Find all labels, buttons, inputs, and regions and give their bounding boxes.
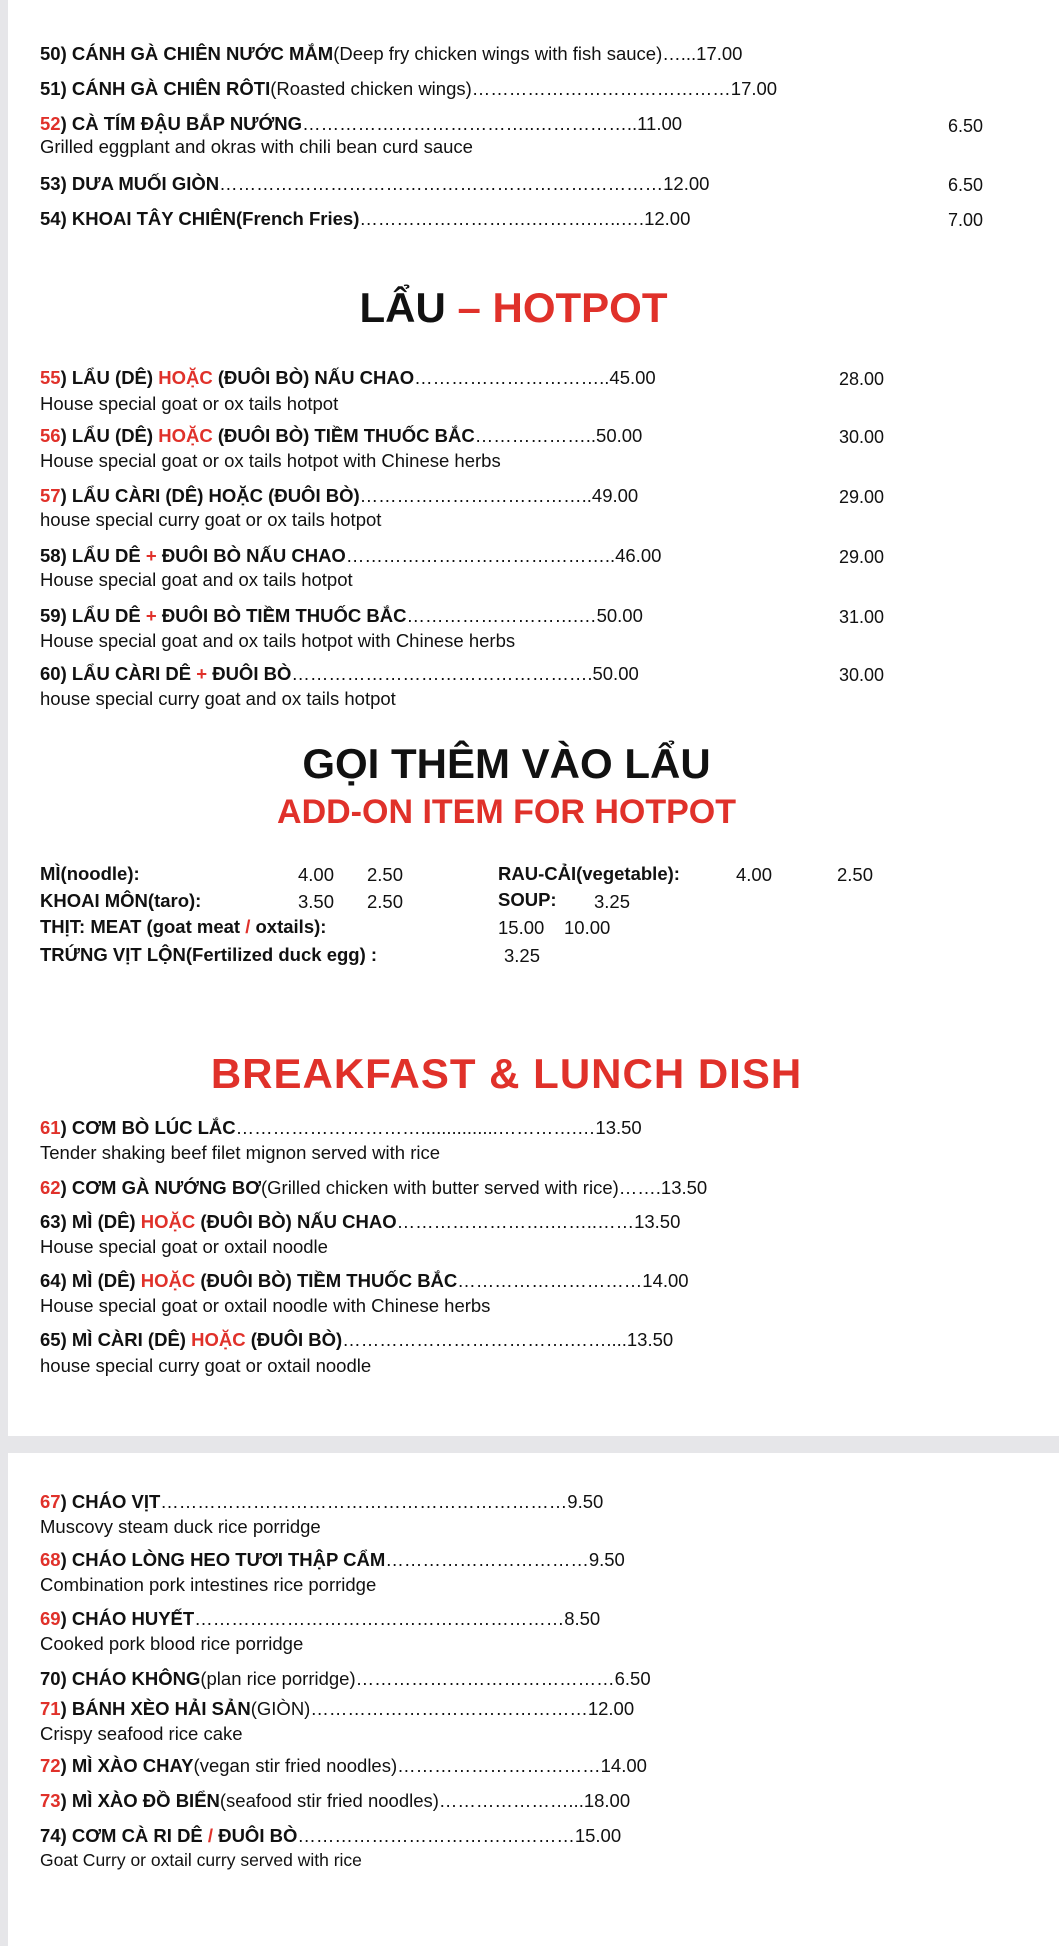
- item-title: ) CHÁO HUYẾT: [60, 1608, 195, 1629]
- dot-leader: ………………………………..: [359, 485, 592, 506]
- item-title-highlight: +: [196, 663, 208, 684]
- item-price: 17.00: [696, 43, 743, 64]
- menu-item-53: [40, 173, 709, 195]
- item-title: ) BÁNH XÈO HẢI SẢN: [60, 1698, 251, 1719]
- dot-leader: ……………………………: [385, 1549, 589, 1570]
- dot-leader: ……………………………………: [471, 78, 731, 99]
- item-title-highlight: HOẶC: [158, 425, 213, 446]
- item-price-small: 29.00: [839, 487, 885, 507]
- menu-item-57: [40, 485, 638, 507]
- item-price-small: 31.00: [839, 607, 885, 627]
- item-price-small: 30.00: [839, 665, 885, 685]
- item-title: (ĐUÔI BÒ) NẤU CHAO: [212, 367, 415, 388]
- item-price: 9.50: [567, 1491, 604, 1512]
- addon-taro-price-small: 2.50: [367, 891, 404, 912]
- item-price-small: 29.00: [839, 547, 885, 567]
- item-price: 18.00: [583, 1790, 631, 1811]
- dot-leader: ………………………………………: [310, 1698, 588, 1719]
- item-description: House special goat and ox tails hotpot with Chinese herbs: [40, 630, 516, 651]
- item-price-small: 7.00: [948, 210, 984, 230]
- dot-leader: …………………………..: [414, 367, 610, 388]
- menu-item-51: [40, 78, 777, 100]
- menu-item-59: [40, 605, 643, 627]
- dot-leader: ………………………………………: [297, 1825, 575, 1846]
- item-title: 63) MÌ (DÊ): [40, 1211, 141, 1232]
- item-price: 9.50: [588, 1549, 625, 1570]
- item-price: 14.00: [642, 1270, 689, 1291]
- addon-meat-price-small: 10.00: [564, 917, 611, 938]
- heading-part: LẨU: [359, 284, 446, 331]
- item-title: 64) MÌ (DÊ): [40, 1270, 141, 1291]
- addon-meat-label-part: oxtails):: [250, 916, 327, 937]
- menu-page-1: [8, 0, 1059, 1436]
- menu-item-58: [40, 545, 661, 567]
- item-title: 74) CƠM CÀ RI DÊ: [40, 1825, 208, 1846]
- item-subtitle: (GIÒN): [250, 1698, 311, 1719]
- item-price: 50.00: [592, 663, 639, 684]
- item-price: 8.50: [564, 1608, 601, 1629]
- addon-noodle-label: MÌ(noodle):: [40, 863, 140, 884]
- section-heading-addon: GỌI THÊM VÀO LẨU: [302, 740, 711, 787]
- addon-soup-price: 3.25: [594, 891, 631, 912]
- item-description: house special curry goat or oxtail noodle: [40, 1355, 372, 1376]
- dot-leader: …………………………………………………………: [160, 1491, 568, 1512]
- item-price: 17.00: [730, 78, 778, 99]
- addon-meat-price: 15.00: [498, 917, 545, 938]
- item-price: 12.00: [644, 208, 691, 229]
- item-price: 6.50: [614, 1668, 651, 1689]
- item-title-highlight: HOẶC: [140, 1270, 196, 1291]
- item-description: Crispy seafood rice cake: [40, 1723, 243, 1744]
- item-title: ĐUÔI BÒ NẤU CHAO: [156, 545, 346, 566]
- item-price: 50.00: [596, 605, 643, 626]
- item-subtitle: (seafood stir fried noodles): [219, 1790, 439, 1811]
- dot-leader: ……………………………….……....: [342, 1329, 627, 1350]
- addon-meat-slash: /: [245, 916, 251, 937]
- item-description: Combination pork intestines rice porridge: [40, 1574, 377, 1595]
- item-description: house special curry goat and ox tails hotpot: [40, 688, 396, 709]
- menu-page-2: [8, 1453, 1059, 1946]
- item-title: ) CÀ TÍM ĐẬU BẮP NƯỚNG: [60, 113, 303, 134]
- dot-leader: ………………………………………………………………: [219, 173, 664, 194]
- addon-taro-price: 3.50: [298, 891, 335, 912]
- menu-item-65: [40, 1329, 673, 1351]
- menu-item-67: [40, 1491, 603, 1513]
- item-description: Tender shaking beef filet mignon served with rice: [40, 1142, 441, 1163]
- item-number: 71: [40, 1698, 61, 1719]
- item-description: House special goat and ox tails hotpot: [40, 569, 353, 590]
- item-number: 67: [40, 1491, 61, 1512]
- menu-item-68: [40, 1549, 625, 1571]
- addon-veg-label: RAU-CẢI(vegetable):: [498, 863, 680, 884]
- item-price: 45.00: [609, 367, 656, 388]
- item-description: House special goat or ox tails hotpot: [40, 393, 339, 414]
- item-price: 13.50: [626, 1329, 674, 1350]
- item-title: 65) MÌ CÀRI (DÊ): [40, 1329, 192, 1350]
- item-price-small: 28.00: [839, 369, 885, 389]
- item-title: 51) CÁNH GÀ CHIÊN RÔTI: [40, 78, 271, 99]
- item-title: 50) CÁNH GÀ CHIÊN NƯỚC MẮM: [40, 43, 334, 64]
- item-description: House special goat or oxtail noodle with Chinese herbs: [40, 1295, 491, 1316]
- heading-part-red: – HOTPOT: [445, 284, 668, 331]
- item-description: Goat Curry or oxtail curry served with rice: [40, 1850, 362, 1870]
- item-title: ĐUÔI BÒ TIỀM THUỐC BẮC: [156, 605, 407, 626]
- item-price: 50.00: [596, 425, 643, 446]
- menu-item-72: [40, 1755, 647, 1777]
- dot-leader: ………………………………………….: [291, 663, 593, 684]
- dot-leader: …………………….……..……: [396, 1211, 635, 1232]
- item-number: 55: [40, 367, 61, 388]
- dot-leader: …….: [618, 1177, 661, 1198]
- item-title-highlight: +: [145, 605, 157, 626]
- dot-leader: ………………………………..……………..: [302, 113, 638, 134]
- menu-item-50: [40, 43, 742, 65]
- menu-item-62: [40, 1177, 707, 1199]
- item-title: 60) LẨU CÀRI DÊ: [40, 663, 197, 684]
- item-description: house special curry goat or ox tails hotpot: [40, 509, 382, 530]
- item-title: (ĐUÔI BÒ) TIỀM THUỐC BẮC: [212, 425, 475, 446]
- addon-egg-price: 3.25: [504, 945, 541, 966]
- item-title: ) CHÁO LÒNG HEO TƯƠI THẬP CẨM: [60, 1549, 386, 1570]
- item-description: House special goat or oxtail noodle: [40, 1236, 328, 1257]
- dot-leader: ……………………….……….…..….: [359, 208, 645, 229]
- item-price-small: 6.50: [948, 116, 984, 136]
- item-title: 58) LẨU DÊ: [40, 545, 146, 566]
- item-description: Muscovy steam duck rice porridge: [40, 1516, 321, 1537]
- menu-item-64: [40, 1270, 689, 1292]
- item-price: 46.00: [615, 545, 662, 566]
- item-price: 11.00: [637, 113, 683, 134]
- section-heading-hotpot: [8, 284, 1059, 332]
- item-title-highlight: +: [145, 545, 157, 566]
- item-price: 12.00: [587, 1698, 635, 1719]
- item-title-highlight: /: [207, 1825, 214, 1846]
- addon-soup-label: SOUP:: [498, 889, 557, 910]
- addon-noodle-price: 4.00: [298, 864, 335, 885]
- item-subtitle: (Deep fry chicken wings with fish sauce): [333, 43, 663, 64]
- menu-item-56: [40, 425, 642, 447]
- addon-meat-label-part: THỊT: MEAT (goat meat: [40, 916, 246, 937]
- item-title-highlight: HOẶC: [158, 367, 213, 388]
- item-title-highlight: HOẶC: [140, 1211, 196, 1232]
- item-title: (ĐUÔI BÒ) TIỀM THUỐC BẮC: [195, 1270, 458, 1291]
- item-title: ) LẨU (DÊ): [60, 367, 159, 388]
- item-title-highlight: HOẶC: [191, 1329, 246, 1350]
- item-number: 61: [40, 1117, 61, 1138]
- item-number: 73: [40, 1790, 61, 1811]
- item-price: 13.50: [595, 1117, 642, 1138]
- item-subtitle: (Roasted chicken wings): [270, 78, 472, 99]
- item-number: 62: [40, 1177, 61, 1198]
- item-description: Grilled eggplant and okras with chili bean curd sauce: [40, 136, 473, 157]
- item-price: 14.00: [600, 1755, 647, 1776]
- item-price-small: 6.50: [948, 175, 984, 195]
- item-subtitle: (Grilled chicken with butter served with rice): [260, 1177, 619, 1198]
- item-price: 12.00: [663, 173, 710, 194]
- item-title: (ĐUÔI BÒ) NẤU CHAO: [195, 1211, 397, 1232]
- addon-veg-price: 4.00: [736, 864, 773, 885]
- item-title: ĐUÔI BÒ: [207, 663, 292, 684]
- item-title: 59) LẨU DÊ: [40, 605, 146, 626]
- dot-leader: …………………………: [457, 1270, 643, 1291]
- menu-item-55: [40, 367, 656, 389]
- item-number: 52: [40, 113, 61, 134]
- dot-leader: ……………………………………..: [345, 545, 616, 566]
- dot-leader: ……………………………………………………: [194, 1608, 565, 1629]
- addon-meat-label: [40, 916, 326, 938]
- menu-item-74: [40, 1825, 621, 1847]
- item-price: 49.00: [591, 485, 639, 506]
- menu-item-71: [40, 1698, 634, 1720]
- item-number: 69: [40, 1608, 61, 1629]
- item-price: 13.50: [634, 1211, 681, 1232]
- menu-item-61: [40, 1117, 642, 1139]
- menu-item-73: [40, 1790, 630, 1812]
- dot-leader: ……………………….…: [406, 605, 597, 626]
- item-title: 70) CHÁO KHÔNG: [40, 1668, 201, 1689]
- dot-leader: ………………..: [474, 425, 597, 446]
- item-title: 53) DƯA MUỐI GIÒN: [40, 173, 220, 194]
- dot-leader: …………………………...............………….…: [235, 1117, 596, 1138]
- item-title: ) CƠM GÀ NƯỚNG BƠ: [60, 1177, 261, 1198]
- dot-leader: …...: [662, 43, 697, 64]
- item-number: 57: [40, 485, 61, 506]
- menu-item-60: [40, 663, 639, 685]
- menu-item-52: [40, 113, 682, 135]
- menu-item-63: [40, 1211, 680, 1233]
- item-title: ) MÌ XÀO CHAY: [60, 1755, 194, 1776]
- dot-leader: ……………………………………: [355, 1668, 615, 1689]
- item-title: ) CHÁO VỊT: [60, 1491, 161, 1512]
- addon-egg-label: TRỨNG VỊT LỘN(Fertilized duck egg) :: [40, 944, 378, 965]
- item-title: ) LẨU CÀRI (DÊ) HOẶC (ĐUÔI BÒ): [60, 485, 360, 506]
- menu-item-69: [40, 1608, 600, 1630]
- addon-veg-price-small: 2.50: [837, 864, 874, 885]
- item-title: (ĐUÔI BÒ): [245, 1329, 343, 1350]
- addon-taro-label: KHOAI MÔN(taro):: [40, 890, 202, 911]
- menu-item-70: [40, 1668, 651, 1690]
- item-title: ĐUÔI BÒ: [213, 1825, 298, 1846]
- menu-item-54: [40, 208, 690, 230]
- item-description: Cooked pork blood rice porridge: [40, 1633, 304, 1654]
- item-price: 15.00: [574, 1825, 622, 1846]
- section-heading-breakfast: BREAKFAST & LUNCH DISH: [210, 1050, 803, 1097]
- item-title: ) CƠM BÒ LÚC LẮC: [60, 1117, 236, 1138]
- item-title: ) LẨU (DÊ): [60, 425, 159, 446]
- section-subheading-addon: ADD-ON ITEM FOR HOTPOT: [277, 793, 736, 831]
- item-price: 13.50: [660, 1177, 708, 1198]
- item-price-small: 30.00: [839, 427, 885, 447]
- addon-noodle-price-small: 2.50: [367, 864, 404, 885]
- dot-leader: ……………………………: [397, 1755, 601, 1776]
- item-description: House special goat or ox tails hotpot with Chinese herbs: [40, 450, 501, 471]
- dot-leader: …………………...: [438, 1790, 584, 1811]
- item-number: 56: [40, 425, 61, 446]
- item-title: ) MÌ XÀO ĐỒ BIỂN: [60, 1790, 220, 1811]
- item-number: 72: [40, 1755, 61, 1776]
- item-subtitle: (plan rice porridge): [200, 1668, 356, 1689]
- item-number: 68: [40, 1549, 61, 1570]
- item-title: 54) KHOAI TÂY CHIÊN(French Fries): [40, 208, 360, 229]
- item-subtitle: (vegan stir fried noodles): [193, 1755, 398, 1776]
